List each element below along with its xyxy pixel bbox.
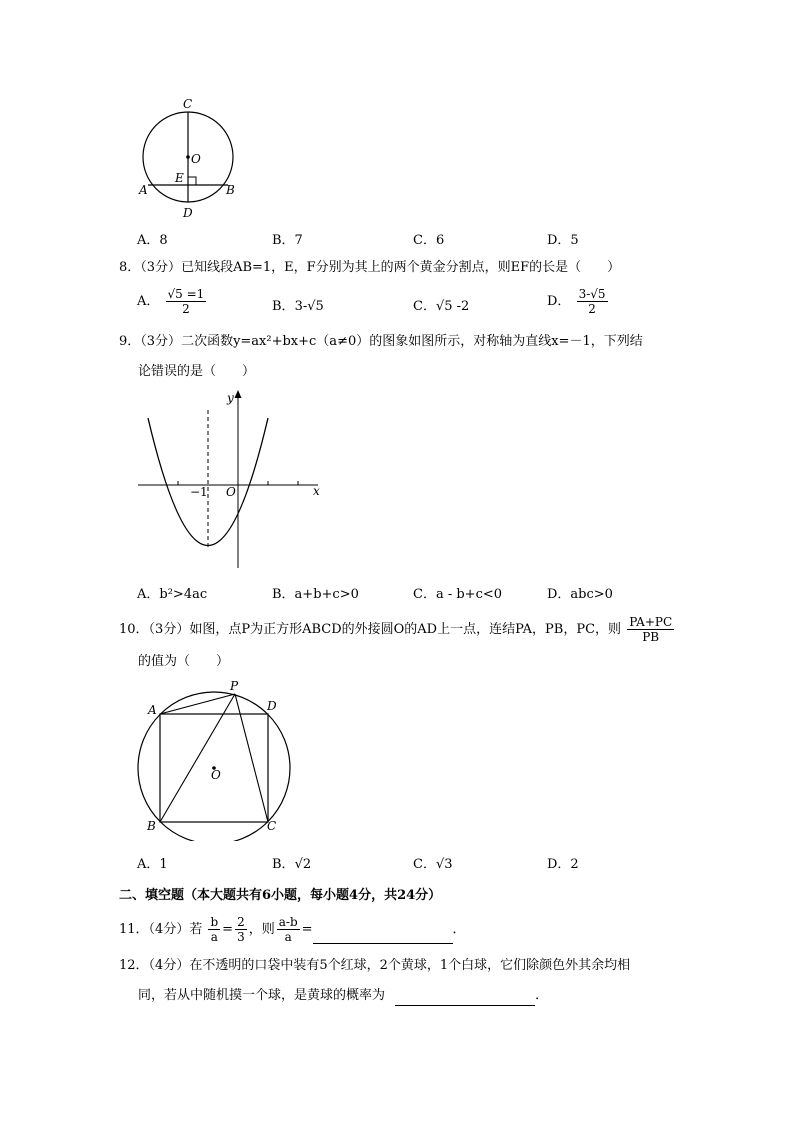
q8-stem: 已知线段AB=1，E，F分别为其上的两个黄金分割点，则EF的长是（ ）	[181, 260, 621, 275]
q9-option-c: C．a - b+c<0	[413, 587, 503, 602]
q10-option-c	[413, 853, 453, 872]
q8-option-c	[413, 295, 469, 314]
q11-fraction-2-numerator: 2	[237, 915, 245, 929]
q7-label-c: C	[183, 97, 193, 111]
q10-circle-square-figure	[135, 676, 305, 841]
q10-fraction-denominator: PB	[642, 630, 660, 644]
q11-equals-2: =	[301, 922, 313, 937]
q10-option-b-prefix: B．	[272, 857, 295, 872]
q9-stem-1: 二次函数y=ax²+bx+c（a≠0）的图象如图所示，对称轴为直线x=－1，下列结	[181, 334, 643, 349]
q10-fraction	[627, 615, 674, 644]
q10-option-b	[272, 853, 311, 872]
q8-option-b	[272, 295, 324, 314]
q9-label-y: y	[227, 391, 234, 405]
q9-parabola-graph	[130, 388, 330, 573]
q7-circle-figure	[130, 95, 250, 225]
q7-option-d: D．5	[547, 233, 579, 248]
q8-option-a-denominator: 2	[182, 302, 190, 316]
q11-score: （4分）	[148, 922, 190, 937]
q11-answer-blank[interactable]	[313, 929, 453, 944]
q8-option-b-prefix: B．	[272, 299, 295, 314]
q10-option-b-value: √2	[294, 857, 312, 872]
q8-option-d-prefix: D．	[547, 294, 571, 309]
section-heading-fill-in: 二、填空题（本大题共有6小题，每小题4分，共24分）	[119, 888, 442, 903]
q11-number: 11．	[119, 922, 149, 937]
q9-label-o: O	[226, 485, 236, 499]
q12-score: （4分）	[148, 958, 190, 973]
q9-label-minus1: −1	[190, 485, 208, 499]
q8-option-a-prefix: A．	[137, 294, 160, 309]
q8-number: 8．	[119, 260, 141, 275]
q7-label-e: E	[175, 171, 184, 185]
q10-label-o: O	[211, 768, 221, 782]
q8-option-d-denominator: 2	[588, 302, 596, 316]
q10-label-p: P	[230, 679, 239, 693]
q7-label-d: D	[183, 206, 193, 220]
q11-middle-text: ，则	[248, 922, 275, 937]
q10-label-c: C	[267, 819, 277, 833]
q11-prefix: 若	[189, 922, 203, 937]
q9-stem-line-1	[119, 332, 643, 352]
q7-label-o: O	[191, 152, 201, 166]
q10-stem-line-1	[119, 615, 676, 644]
q10-number: 10．	[119, 622, 149, 637]
q9-number: 9．	[119, 334, 141, 349]
q8-option-c-value: √5 -2	[435, 299, 470, 314]
q11-fraction-2-over-3	[235, 915, 247, 944]
q11-line	[119, 915, 466, 944]
q7-option-a: A．8	[137, 233, 168, 248]
q10-stem: 如图，点P为正方形ABCD的外接圆O的AD上一点，连结PA，PB，PC，则	[189, 622, 622, 637]
q10-label-d: D	[267, 699, 277, 713]
q10-stem-line-2: 的值为（ ）	[138, 654, 230, 669]
q8-stem-line	[119, 258, 620, 278]
q8-option-d	[547, 287, 610, 316]
q8-option-c-prefix: C．	[413, 299, 436, 314]
q7-option-c: C．6	[413, 233, 445, 248]
q9-option-b: B．a+b+c>0	[272, 587, 359, 602]
q11-fraction-1-numerator: b	[210, 915, 219, 929]
q9-stem-line-2: 论错误的是（ ）	[138, 364, 256, 379]
q11-fraction-2-denominator: 3	[237, 930, 245, 944]
q9-option-a: A．b²>4ac	[137, 587, 208, 602]
q12-stem-line-1	[119, 956, 630, 976]
q11-suffix: ．	[452, 922, 466, 937]
q11-fraction-1-denominator: a	[210, 930, 218, 944]
q10-option-c-value: √3	[435, 857, 453, 872]
q8-score: （3分）	[140, 260, 182, 275]
q12-suffix: ．	[535, 988, 549, 1003]
q10-option-a: A．1	[137, 857, 168, 872]
q11-equals: =	[222, 922, 234, 937]
q12-stem-2: 同，若从中随机摸一个球，是黄球的概率为	[138, 988, 386, 1003]
q11-fraction-3-denominator: a	[284, 930, 292, 944]
q10-option-d: D．2	[547, 857, 579, 872]
q10-label-b: B	[147, 819, 156, 833]
q10-score: （3分）	[148, 622, 190, 637]
q7-label-a: A	[139, 183, 148, 197]
q12-stem-line-2	[138, 986, 548, 1006]
q8-option-d-fraction	[577, 287, 608, 316]
q11-fraction-b-over-a	[208, 915, 220, 944]
q12-answer-blank[interactable]	[395, 991, 535, 1006]
q12-stem-1: 在不透明的口袋中装有5个红球，2个黄球，1个白球，它们除颜色外其余均相	[189, 958, 631, 973]
q8-option-d-numerator: 3-√5	[578, 287, 606, 301]
q7-label-b: B	[226, 183, 235, 197]
q12-number: 12．	[119, 958, 149, 973]
q10-option-c-prefix: C．	[413, 857, 436, 872]
q11-fraction-target	[277, 915, 300, 944]
q8-option-a	[137, 287, 208, 316]
q7-option-b: B．7	[272, 233, 303, 248]
q8-option-b-value: 3-√5	[294, 299, 324, 314]
q9-label-x: x	[313, 484, 320, 498]
q8-option-a-fraction	[166, 287, 207, 316]
q9-score: （3分）	[140, 334, 182, 349]
q10-label-a: A	[148, 703, 157, 717]
q10-fraction-numerator: PA+PC	[629, 615, 673, 629]
q11-fraction-3-numerator: a-b	[278, 915, 298, 929]
q8-option-a-numerator: √5 =1	[167, 287, 205, 301]
q9-option-d: D．abc>0	[547, 587, 613, 602]
